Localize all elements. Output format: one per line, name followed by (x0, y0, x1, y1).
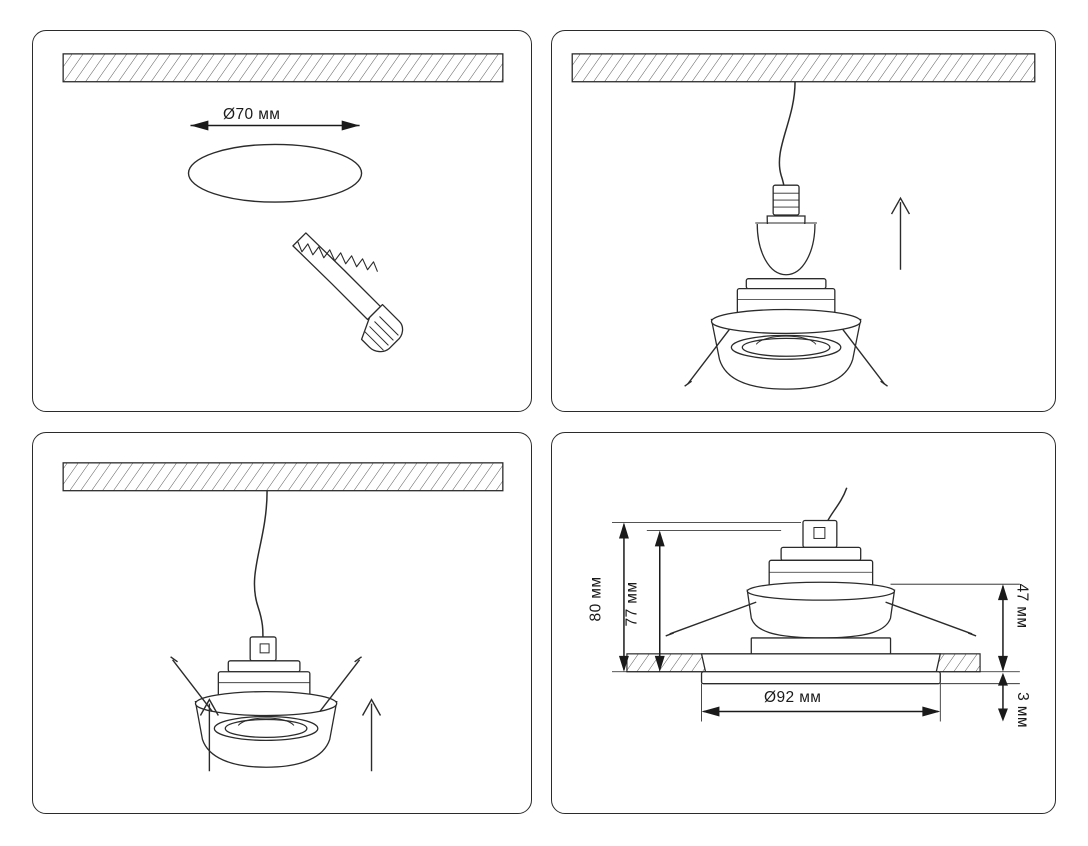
downlight-fixture (711, 279, 860, 389)
body-height-label: 77 мм (623, 581, 641, 627)
power-cable (826, 488, 847, 525)
step-1-panel (32, 30, 532, 412)
hand-saw-icon (293, 233, 403, 352)
step-2-panel (551, 30, 1056, 412)
lamp-bulb (755, 185, 817, 275)
step-1-drawing (33, 31, 531, 411)
downlight-fixture (195, 637, 336, 767)
step-3-panel (32, 432, 532, 814)
step-3-drawing (33, 433, 531, 813)
step-4-panel (551, 432, 1056, 814)
total-height-label: 80 мм (587, 576, 605, 622)
ceiling-slab (63, 54, 503, 82)
downlight-fixture (702, 521, 941, 684)
trim-diameter-label: Ø92 мм (764, 689, 822, 706)
recess-depth-label: 47 мм (1013, 583, 1031, 629)
ceiling-slab (63, 463, 503, 491)
up-arrow-icon (892, 198, 910, 270)
trim-thickness-label: 3 мм (1013, 692, 1031, 728)
ceiling-slab (572, 54, 1035, 82)
step-2-drawing (552, 31, 1055, 411)
cutout-ellipse (188, 144, 361, 202)
power-cable (254, 491, 267, 644)
cutout-diameter-label: Ø70 мм (223, 106, 281, 123)
